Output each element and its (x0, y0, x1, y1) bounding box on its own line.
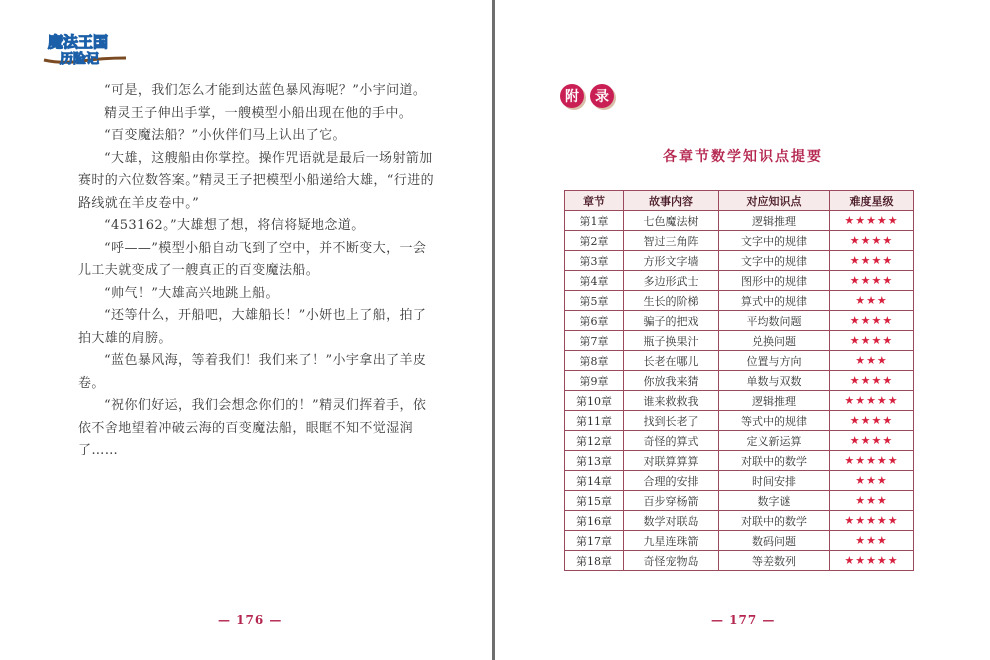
cell-chapter: 第11章 (565, 411, 624, 431)
paragraph: “453162。”大雄想了想，将信将疑地念道。 (104, 218, 365, 233)
cell-stars: ★★★★★ (830, 391, 914, 411)
cell-story: 九星连珠箭 (624, 531, 719, 551)
cell-chapter: 第7章 (565, 331, 624, 351)
cell-stars: ★★★★ (830, 311, 914, 331)
table-row (565, 491, 914, 511)
table-row (565, 411, 914, 431)
book-logo (42, 30, 128, 68)
cell-story: 智过三角阵 (624, 231, 719, 251)
cell-chapter: 第16章 (565, 511, 624, 531)
cell-knowledge: 等差数列 (719, 551, 830, 571)
cell-knowledge: 逻辑推理 (719, 211, 830, 231)
cell-knowledge: 兑换问题 (719, 331, 830, 351)
cell-chapter: 第3章 (565, 251, 624, 271)
story-text (78, 80, 438, 463)
cell-story: 数学对联岛 (624, 511, 719, 531)
cell-story: 百步穿杨箭 (624, 491, 719, 511)
table-row (565, 391, 914, 411)
svg-text:魔法王国: 魔法王国 (48, 33, 109, 51)
paragraph: “祝你们好运，我们会想念你们的！”精灵们挥着手，依依不舍地望着冲破云海的百变魔法船，眼眶不知不觉湿润了…… (78, 398, 427, 458)
paragraph: “大雄，这艘船由你掌控。操作咒语就是最后一场射箭加赛时的六位数答案。”精灵王子把模型小船递给大雄，“行进的路线就在羊皮卷中。” (78, 150, 434, 211)
paragraph: “百变魔法船？”小伙伴们马上认出了它。 (104, 128, 346, 143)
header-knowledge: 对应知识点 (719, 191, 830, 211)
cell-stars: ★★★ (830, 291, 914, 311)
knowledge-table (564, 190, 914, 571)
cell-stars: ★★★★ (830, 371, 914, 391)
table-row (565, 511, 914, 531)
table-header-row (565, 191, 914, 211)
cell-story: 对联算算算 (624, 451, 719, 471)
cell-knowledge: 文字中的规律 (719, 251, 830, 271)
table-row (565, 471, 914, 491)
cell-chapter: 第1章 (565, 211, 624, 231)
cell-knowledge: 位置与方向 (719, 351, 830, 371)
cell-stars: ★★★ (830, 531, 914, 551)
left-page (0, 0, 493, 660)
cell-story: 奇怪宠物岛 (624, 551, 719, 571)
cell-story: 你放我来猜 (624, 371, 719, 391)
cell-stars: ★★★ (830, 491, 914, 511)
cell-story: 方形文字墙 (624, 251, 719, 271)
table-row (565, 531, 914, 551)
paragraph: “帅气！”大雄高兴地跳上船。 (104, 285, 279, 301)
cell-story: 七色魔法树 (624, 211, 719, 231)
table-row (565, 451, 914, 471)
cell-knowledge: 算式中的规律 (719, 291, 830, 311)
paragraph: “还等什么，开船吧，大雄船长！”小妍也上了船，拍了拍大雄的肩膀。 (78, 308, 427, 346)
cell-knowledge: 单数与双数 (719, 371, 830, 391)
cell-knowledge: 对联中的数学 (719, 451, 830, 471)
header-chapter: 章节 (565, 191, 624, 211)
cell-chapter: 第2章 (565, 231, 624, 251)
appendix-badge (560, 84, 614, 108)
cell-stars: ★★★★ (830, 231, 914, 251)
cell-knowledge: 图形中的规律 (719, 271, 830, 291)
cell-chapter: 第17章 (565, 531, 624, 551)
cell-knowledge: 时间安排 (719, 471, 830, 491)
header-story: 故事内容 (624, 191, 719, 211)
table-row (565, 291, 914, 311)
cell-knowledge: 数码问题 (719, 531, 830, 551)
cell-story: 生长的阶梯 (624, 291, 719, 311)
cell-chapter: 第14章 (565, 471, 624, 491)
cell-knowledge: 平均数问题 (719, 311, 830, 331)
cell-stars: ★★★★ (830, 251, 914, 271)
cell-knowledge: 定义新运算 (719, 431, 830, 451)
cell-story: 长老在哪儿 (624, 351, 719, 371)
svg-text:历险记: 历险记 (60, 52, 100, 67)
cell-stars: ★★★★★ (830, 551, 914, 571)
table-row (565, 331, 914, 351)
cell-stars: ★★★★ (830, 411, 914, 431)
cell-story: 找到长老了 (624, 411, 719, 431)
paragraph: “呼——”模型小船自动飞到了空中，并不断变大，一会儿工夫就变成了一艘真正的百变魔法船。 (78, 240, 427, 278)
cell-knowledge: 等式中的规律 (719, 411, 830, 431)
cell-chapter: 第10章 (565, 391, 624, 411)
cell-knowledge: 逻辑推理 (719, 391, 830, 411)
paragraph: 精灵王子伸出手掌，一艘模型小船出现在他的手中。 (104, 105, 413, 121)
cell-story: 奇怪的算式 (624, 431, 719, 451)
page-number-left: — 176 — (218, 613, 283, 627)
right-page (496, 0, 990, 660)
cell-chapter: 第8章 (565, 351, 624, 371)
cell-chapter: 第5章 (565, 291, 624, 311)
cell-story: 骗子的把戏 (624, 311, 719, 331)
cell-stars: ★★★ (830, 351, 914, 371)
cell-knowledge: 文字中的规律 (719, 231, 830, 251)
cell-stars: ★★★ (830, 471, 914, 491)
paragraph: “可是，我们怎么才能到达蓝色暴风海呢？”小宇问道。 (104, 83, 427, 98)
cell-stars: ★★★★★ (830, 451, 914, 471)
header-difficulty: 难度星级 (830, 191, 914, 211)
cell-story: 合理的安排 (624, 471, 719, 491)
table-body (565, 211, 914, 571)
cell-stars: ★★★★ (830, 271, 914, 291)
appendix-char: 附 (560, 84, 584, 108)
table-title: 各章节数学知识点提要 (663, 149, 823, 165)
cell-stars: ★★★★ (830, 331, 914, 351)
cell-stars: ★★★★ (830, 431, 914, 451)
table-row (565, 211, 914, 231)
cell-stars: ★★★★★ (830, 511, 914, 531)
cell-stars: ★★★★★ (830, 211, 914, 231)
paragraph: “蓝色暴风海，等着我们！我们来了！”小宇拿出了羊皮卷。 (78, 353, 427, 391)
table-row (565, 371, 914, 391)
table-row (565, 311, 914, 331)
cell-knowledge: 对联中的数学 (719, 511, 830, 531)
cell-knowledge: 数字谜 (719, 491, 830, 511)
cell-chapter: 第6章 (565, 311, 624, 331)
table-row (565, 231, 914, 251)
table-row (565, 431, 914, 451)
book-logo-image (42, 30, 128, 68)
cell-chapter: 第18章 (565, 551, 624, 571)
cell-chapter: 第15章 (565, 491, 624, 511)
cell-chapter: 第13章 (565, 451, 624, 471)
table-row (565, 351, 914, 371)
cell-chapter: 第4章 (565, 271, 624, 291)
cell-story: 瓶子换果汁 (624, 331, 719, 351)
table-row (565, 271, 914, 291)
page-number-right: — 177 — (711, 613, 776, 627)
table-row (565, 251, 914, 271)
cell-chapter: 第9章 (565, 371, 624, 391)
table-row (565, 551, 914, 571)
cell-story: 多边形武士 (624, 271, 719, 291)
appendix-char: 录 (590, 84, 614, 108)
page-divider (492, 0, 495, 660)
cell-chapter: 第12章 (565, 431, 624, 451)
cell-story: 谁来救救我 (624, 391, 719, 411)
